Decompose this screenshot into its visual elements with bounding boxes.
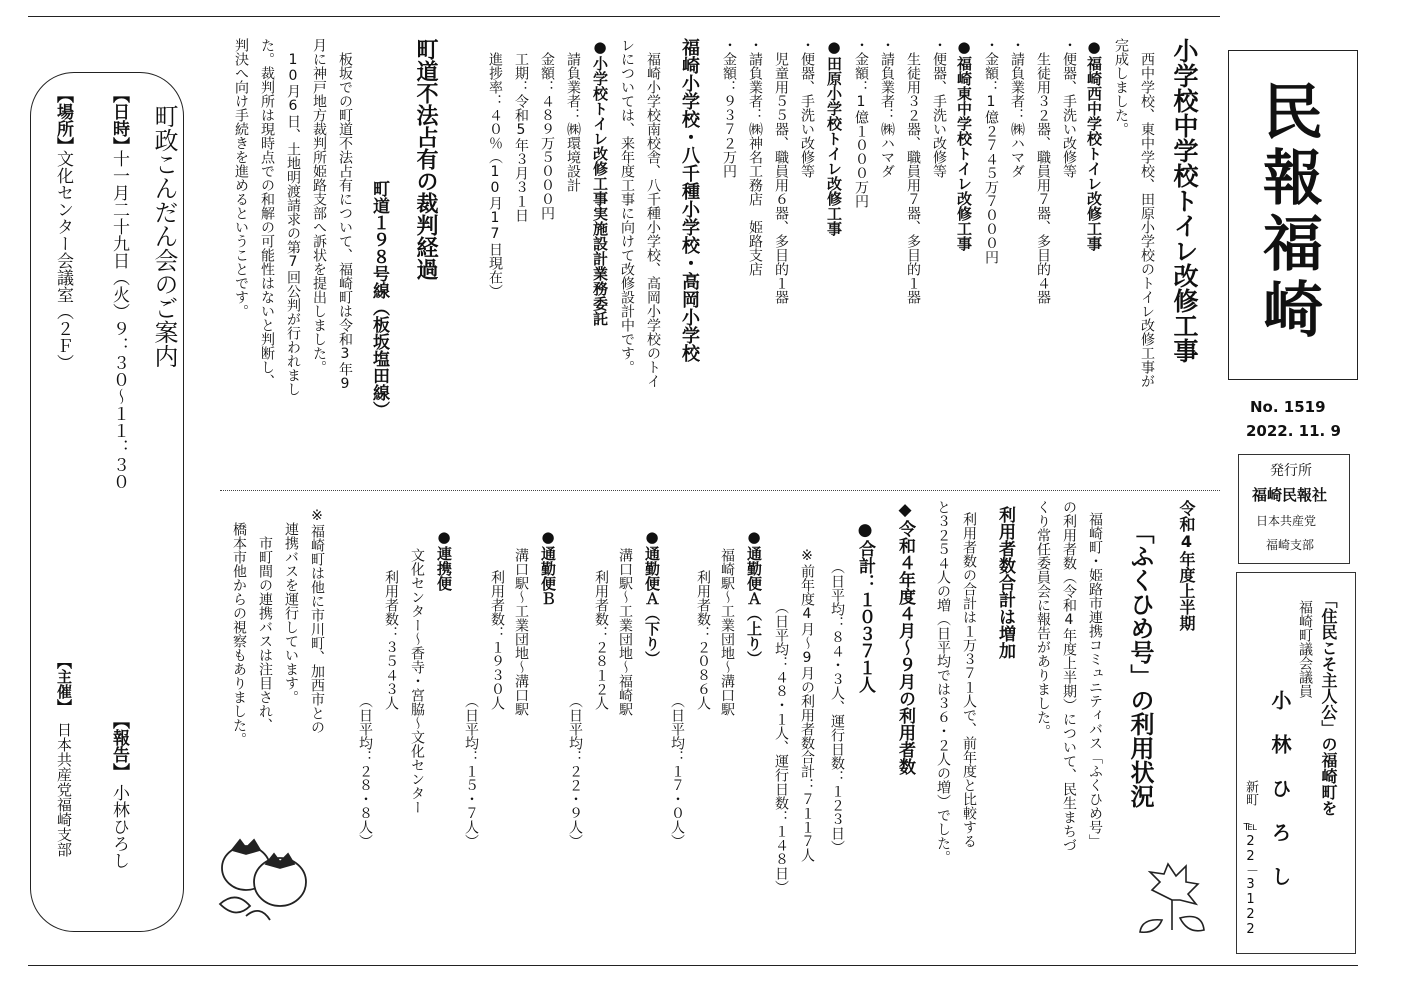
schools-item-1: 請負業者：㈱環境設計 [565, 52, 581, 192]
higashi-head: ●福崎東中学校トイレ改修工事 [955, 38, 973, 251]
notice-date-value: 十一月二十九日（火）９：３０～１１：３０ [109, 150, 129, 490]
bus-sum-head: ●合計：１０３７１人 [855, 520, 875, 693]
notice-host-value: 日本共産党福崎支部 [55, 722, 73, 857]
ad-name: 小 林 ひ ろ し [1268, 690, 1292, 886]
nishi-line-2: 生徒用３２器、職員用７器、多目的４器 [1035, 52, 1051, 304]
tahara-line-3: ・請負業者：㈱神名工務店 姫路支店 [747, 38, 763, 276]
road-body-4: た。裁判所は現時点での和解の可能性はないと判断し、 [259, 38, 275, 388]
bus-link-users: 利用者数：３５４３人 [383, 570, 399, 710]
bus-sum-detail: （日平均：８４・３人、運行日数：１２３日） [829, 560, 845, 854]
schools-item-4: 進捗率：４０％（10月17日現在） [487, 52, 503, 298]
bus-link-avg: （日平均：２８・８人） [357, 694, 373, 848]
section-divider [220, 490, 1220, 491]
masthead-title: 民報福崎 [1253, 80, 1323, 344]
bus-total-1: 利用者数の合計は１万３７１人で、前年度と比較する [961, 512, 977, 848]
schools-headline: 福崎小学校・八千種小学校・高岡小学校 [679, 38, 700, 362]
bus-prev-2: （日平均：４８・１人、運行日数：１４８日） [773, 600, 789, 894]
bus-total-2: と３２５４人の増（日平均では３６・２人の増）でした。 [935, 500, 951, 864]
publisher-name: 福崎民報社 [1252, 486, 1328, 504]
schools-item-2: 金額：４８９万５０００円 [539, 52, 555, 220]
bus-note-3: 市町間の連携バスは注目され、 [257, 536, 273, 732]
toilet-headline: 小学校中学校トイレ改修工事 [1170, 38, 1199, 363]
publisher-party: 日本共産党 [1256, 514, 1317, 528]
bus-b-users: 利用者数：１９３０人 [489, 570, 505, 710]
tahara-line-4: ・金額：９３７２万円 [721, 38, 737, 178]
ad-slogan: 「住民こそ主人公」の福崎町を [1319, 592, 1338, 816]
bus-link-route: 文化センター～香寺・宮脇～文化センター [409, 548, 425, 814]
bus-headline: 「ふくひめ号」の利用状況 [1126, 520, 1154, 808]
bus-b-route: 溝口駅～工業団地～溝口駅 [513, 548, 529, 716]
ad-role: 福崎町議会議員 [1297, 600, 1313, 698]
road-headline: 町道不法占有の裁判経過 [413, 38, 438, 280]
bus-total-head: 利用者数合計は増加 [995, 506, 1015, 659]
nishi-line-1: ・便器、手洗い改修等 [1061, 38, 1077, 178]
notice-title: 町政こんだん会のご案内 [150, 104, 178, 368]
bus-a-down-route: 溝口駅～工業団地～福崎駅 [617, 548, 633, 716]
bus-intro-3: くり常任委員会に報告がありました。 [1035, 500, 1051, 738]
higashi-line-1: ・便器、手洗い改修等 [931, 38, 947, 178]
bus-link-head: ●連携便 [435, 528, 453, 591]
issue-date: 2022. 11. 9 [1246, 422, 1341, 440]
bus-note-2: 連携バスを運行しています。 [283, 522, 299, 704]
bus-section-head: ◆令和４年度４月～９月の利用者数 [895, 500, 915, 775]
ad-contact: 新町 ℡22－3122 [1243, 780, 1258, 937]
toilet-lead-1: 西中学校、東中学校、田原小学校のトイレ改修工事が [1139, 52, 1155, 388]
bus-a-up-avg: （日平均：１７・０人） [669, 694, 685, 848]
schools-body-1: 福崎小学校南校舎、八千種小学校、高岡小学校のトイ [645, 52, 661, 388]
issue-number: No. 1519 [1250, 398, 1326, 416]
bus-note-4: 橋本市他からの視察もありました。 [231, 522, 247, 746]
schools-body-2: レについては、来年度工事に向けて改修設計中です。 [619, 38, 635, 374]
bus-a-up-users: 利用者数：２０８６人 [695, 570, 711, 710]
bus-a-down-users: 利用者数：２８１２人 [593, 570, 609, 710]
bus-a-up-head: ●通勤便Ａ（上り） [745, 528, 763, 666]
notice-date-label: 【日時】 [109, 86, 129, 154]
bus-intro-1: 福崎町・姫路市連携コミュニティバス「ふくひめ号」 [1087, 512, 1103, 848]
notice-host-label: 【主催】 [55, 654, 73, 714]
bus-intro-2: の利用者数（令和4年度上半期）について、民生まちづ [1061, 500, 1077, 852]
bus-a-down-head: ●通勤便Ａ（下り） [643, 528, 661, 666]
higashi-line-4: ・金額：1億１０００万円 [853, 38, 869, 208]
tahara-head: ●田原小学校トイレ改修工事 [825, 38, 843, 236]
bus-note-1: ※福崎町は他に市川町、加西市との [309, 508, 325, 734]
nishi-line-4: ・金額：1億２７４５万７０００円 [983, 38, 999, 264]
bus-a-down-avg: （日平均：２２・９人） [567, 694, 583, 848]
bottom-rule [28, 965, 1358, 966]
publisher-branch: 福崎支部 [1266, 538, 1315, 552]
notice-report-label: 【報告】 [109, 712, 129, 780]
schools-item-3: 工期：令和5年３月３１日 [513, 52, 529, 222]
road-body-2: 月に神戸地方裁判所姫路支部へ訴状を提出しました。 [311, 38, 327, 374]
bus-b-head: ●通勤便Ｂ [539, 528, 557, 606]
maple-leaf-illustration [1132, 860, 1212, 940]
bus-prev-1: ※前年度4月～9月の利用者数合計：７１１７人 [799, 548, 815, 862]
bus-period: 令和4年度上半期 [1177, 500, 1196, 631]
road-subhead: 町道１９８号線（板坂塩田線） [369, 180, 389, 418]
tahara-line-1: ・便器、手洗い改修等 [799, 38, 815, 178]
bus-b-avg: （日平均：１５・７人） [463, 694, 479, 848]
higashi-line-3: ・請負業者：㈱ハマダ [879, 38, 895, 178]
road-body-1: 板坂での町道不法占有について、福崎町は令和3年9 [337, 52, 353, 392]
notice-report-value: 小林ひろし [109, 784, 129, 869]
road-body-5: 判決へ向け手続きを進めるということです。 [233, 38, 249, 318]
nishi-line-3: ・請負業者：㈱ハマダ [1009, 38, 1025, 178]
notice-place-value: 文化センター会議室（２Ｆ） [53, 150, 73, 371]
higashi-line-2: 生徒用３２器、職員用７器、多目的１器 [905, 52, 921, 304]
bus-a-up-route: 福崎駅～工業団地～溝口駅 [719, 548, 735, 716]
publisher-label: 発行所 [1270, 463, 1312, 479]
persimmon-illustration [206, 820, 316, 930]
tahara-line-2: 児童用５５器、職員用６器、多目的１器 [773, 52, 789, 304]
schools-subhead: ●小学校トイレ改修工事実施設計業務委託 [591, 38, 609, 326]
notice-place-label: 【場所】 [53, 86, 73, 154]
top-rule [28, 16, 1220, 17]
nishi-head: ●福崎西中学校トイレ改修工事 [1085, 38, 1103, 251]
toilet-lead-2: 完成しました。 [1113, 38, 1129, 136]
road-body-3: 10月6日、土地明渡請求の第7回公判が行われまし [285, 52, 301, 396]
